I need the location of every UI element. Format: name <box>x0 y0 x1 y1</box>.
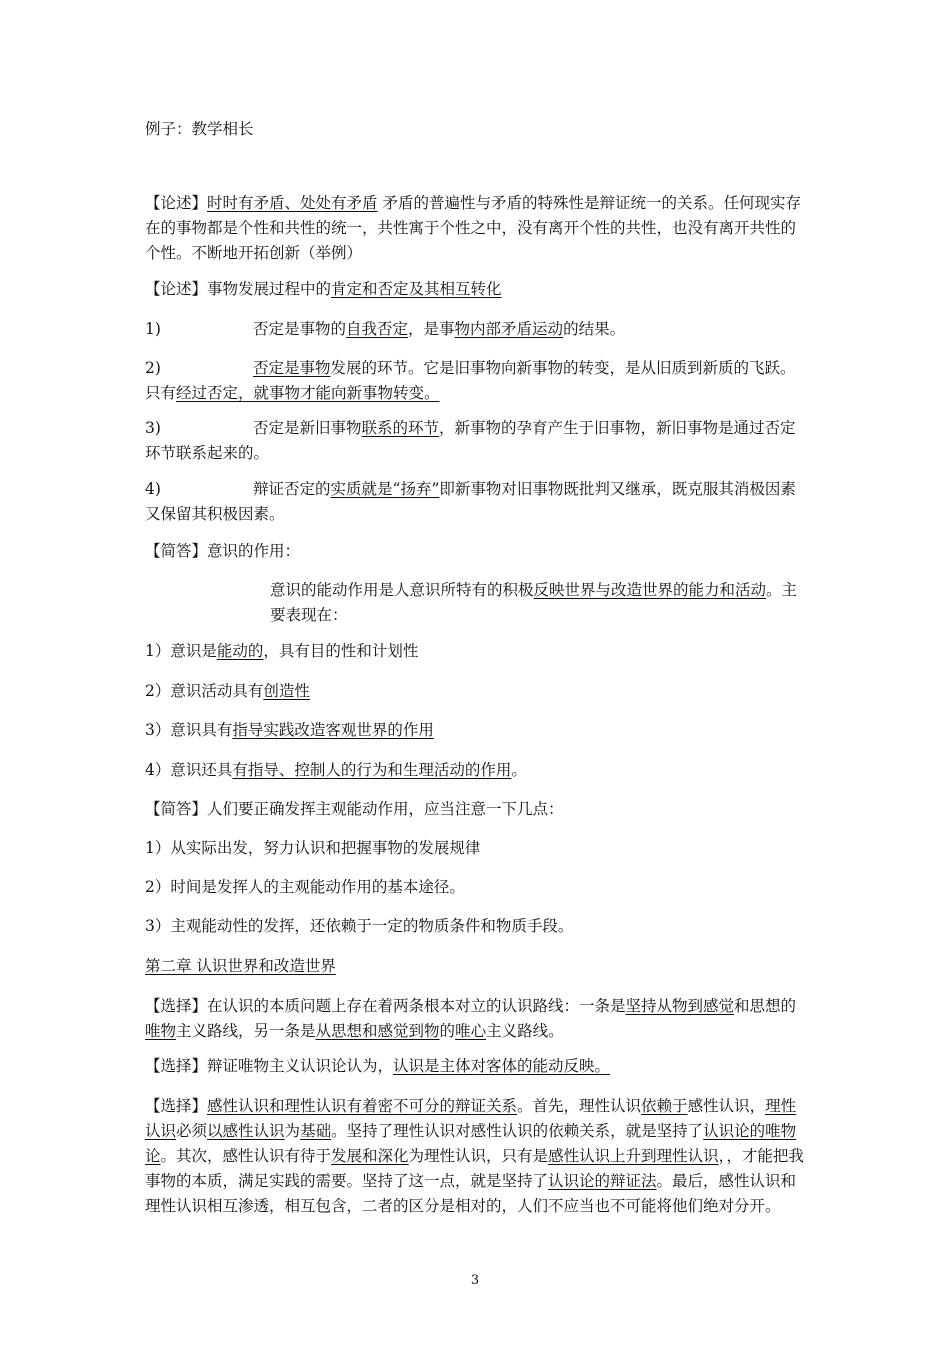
role-item-4: 4）意识还具有指导、控制人的行为和生理活动的作用。 <box>145 761 527 779</box>
tag: 【选择】 <box>145 1057 208 1075</box>
negation-item-4: 4) 辩证否定的实质就是“扬弃”即新事物对旧事物既批判又继承，既克服其消极因素又保留其积极因素。 <box>145 480 796 523</box>
tag: 【论述】 <box>145 194 208 212</box>
role-item-1: 1）意识是能动的，具有目的性和计划性 <box>145 642 419 660</box>
paragraph-lunshu-contradiction: 【论述】时时有矛盾、处处有矛盾 矛盾的普遍性与矛盾的特殊性是辩证统一的关系。任何现实存在的事物都是个性和共性的统一，共性寓于个性之中，没有离开个性的共性，也没有离开共性的个性。不断地开拓创新（举例） <box>145 194 801 262</box>
tag: 【选择】 <box>145 1097 208 1115</box>
tag: 【选择】 <box>145 997 208 1015</box>
underlined-phrase: 时时有矛盾、处处有矛盾 <box>207 194 378 212</box>
role-item-3: 3）意识具有指导实践改造客观世界的作用 <box>145 721 434 739</box>
tag: 【简答】 <box>145 800 208 818</box>
paragraph-jianda-initiative: 【简答】人们要正确发挥主观能动作用，应当注意一下几点： <box>145 800 564 818</box>
tag: 【论述】 <box>145 280 208 298</box>
role-item-2: 2）意识活动具有创造性 <box>145 682 310 700</box>
paragraph-select-reflection: 【选择】辩证唯物主义认识论认为，认识是主体对客体的能动反映。 <box>145 1057 611 1075</box>
paragraph-active-role: 意识的能动作用是人意识所特有的积极反映世界与改造世界的能力和活动。主要表现在： <box>270 581 798 624</box>
point-item-2: 2）时间是发挥人的主观能动作用的基本途径。 <box>145 878 465 896</box>
paragraph-jianda-consciousness: 【简答】意识的作用： <box>145 542 301 560</box>
page-number: 3 <box>470 1273 480 1288</box>
negation-item-3: 3) 否定是新旧事物联系的环节，新事物的孕育产生于旧事物，新旧事物是通过否定环节联系起来的。 <box>145 419 796 462</box>
example-line: 例子：教学相长 <box>145 120 254 138</box>
chapter-heading: 第二章 认识世界和改造世界 <box>145 957 336 975</box>
paragraph-select-perception: 【选择】感性认识和理性认识有着密不可分的辩证关系。首先，理性认识依赖于感性认识，理性认识必须以感性认识为基础。坚持了理性认识对感性认识的依赖关系，就是坚持了认识论的唯物论。其次，感性认识有待于发展和深化为理性认识，只有是感性认识上升到理性认识，，才能把我事物的本质，满足实践的需要。坚持了这一点，就是坚持了认识论的辩证法。最后，感性认识和理性认识相互渗透，相互包含，二者的区分是相对的，人们不应当也不可能将他们绝对分开。 <box>145 1097 804 1215</box>
negation-item-1: 1) 否定是事物的自我否定，是事物内部矛盾运动的结果。 <box>145 320 626 338</box>
paragraph-select-lines: 【选择】在认识的本质问题上存在着两条根本对立的认识路线：一条是坚持从物到感觉和思想的唯物主义路线，另一条是从思想和感觉到物的唯心主义路线。 <box>145 997 797 1040</box>
tag: 【简答】 <box>145 542 208 560</box>
point-item-3: 3）主观能动性的发挥，还依赖于一定的物质条件和物质手段。 <box>145 917 574 935</box>
paragraph-lunshu-negation: 【论述】事物发展过程中的肯定和否定及其相互转化 <box>145 280 502 298</box>
negation-item-2: 2) 否定是事物发展的环节。它是旧事物向新事物的转变，是从旧质到新质的飞跃。只有经过否定，就事物才能向新事物转变。 <box>145 359 796 402</box>
point-item-1: 1）从实际出发，努力认识和把握事物的发展规律 <box>145 839 481 857</box>
